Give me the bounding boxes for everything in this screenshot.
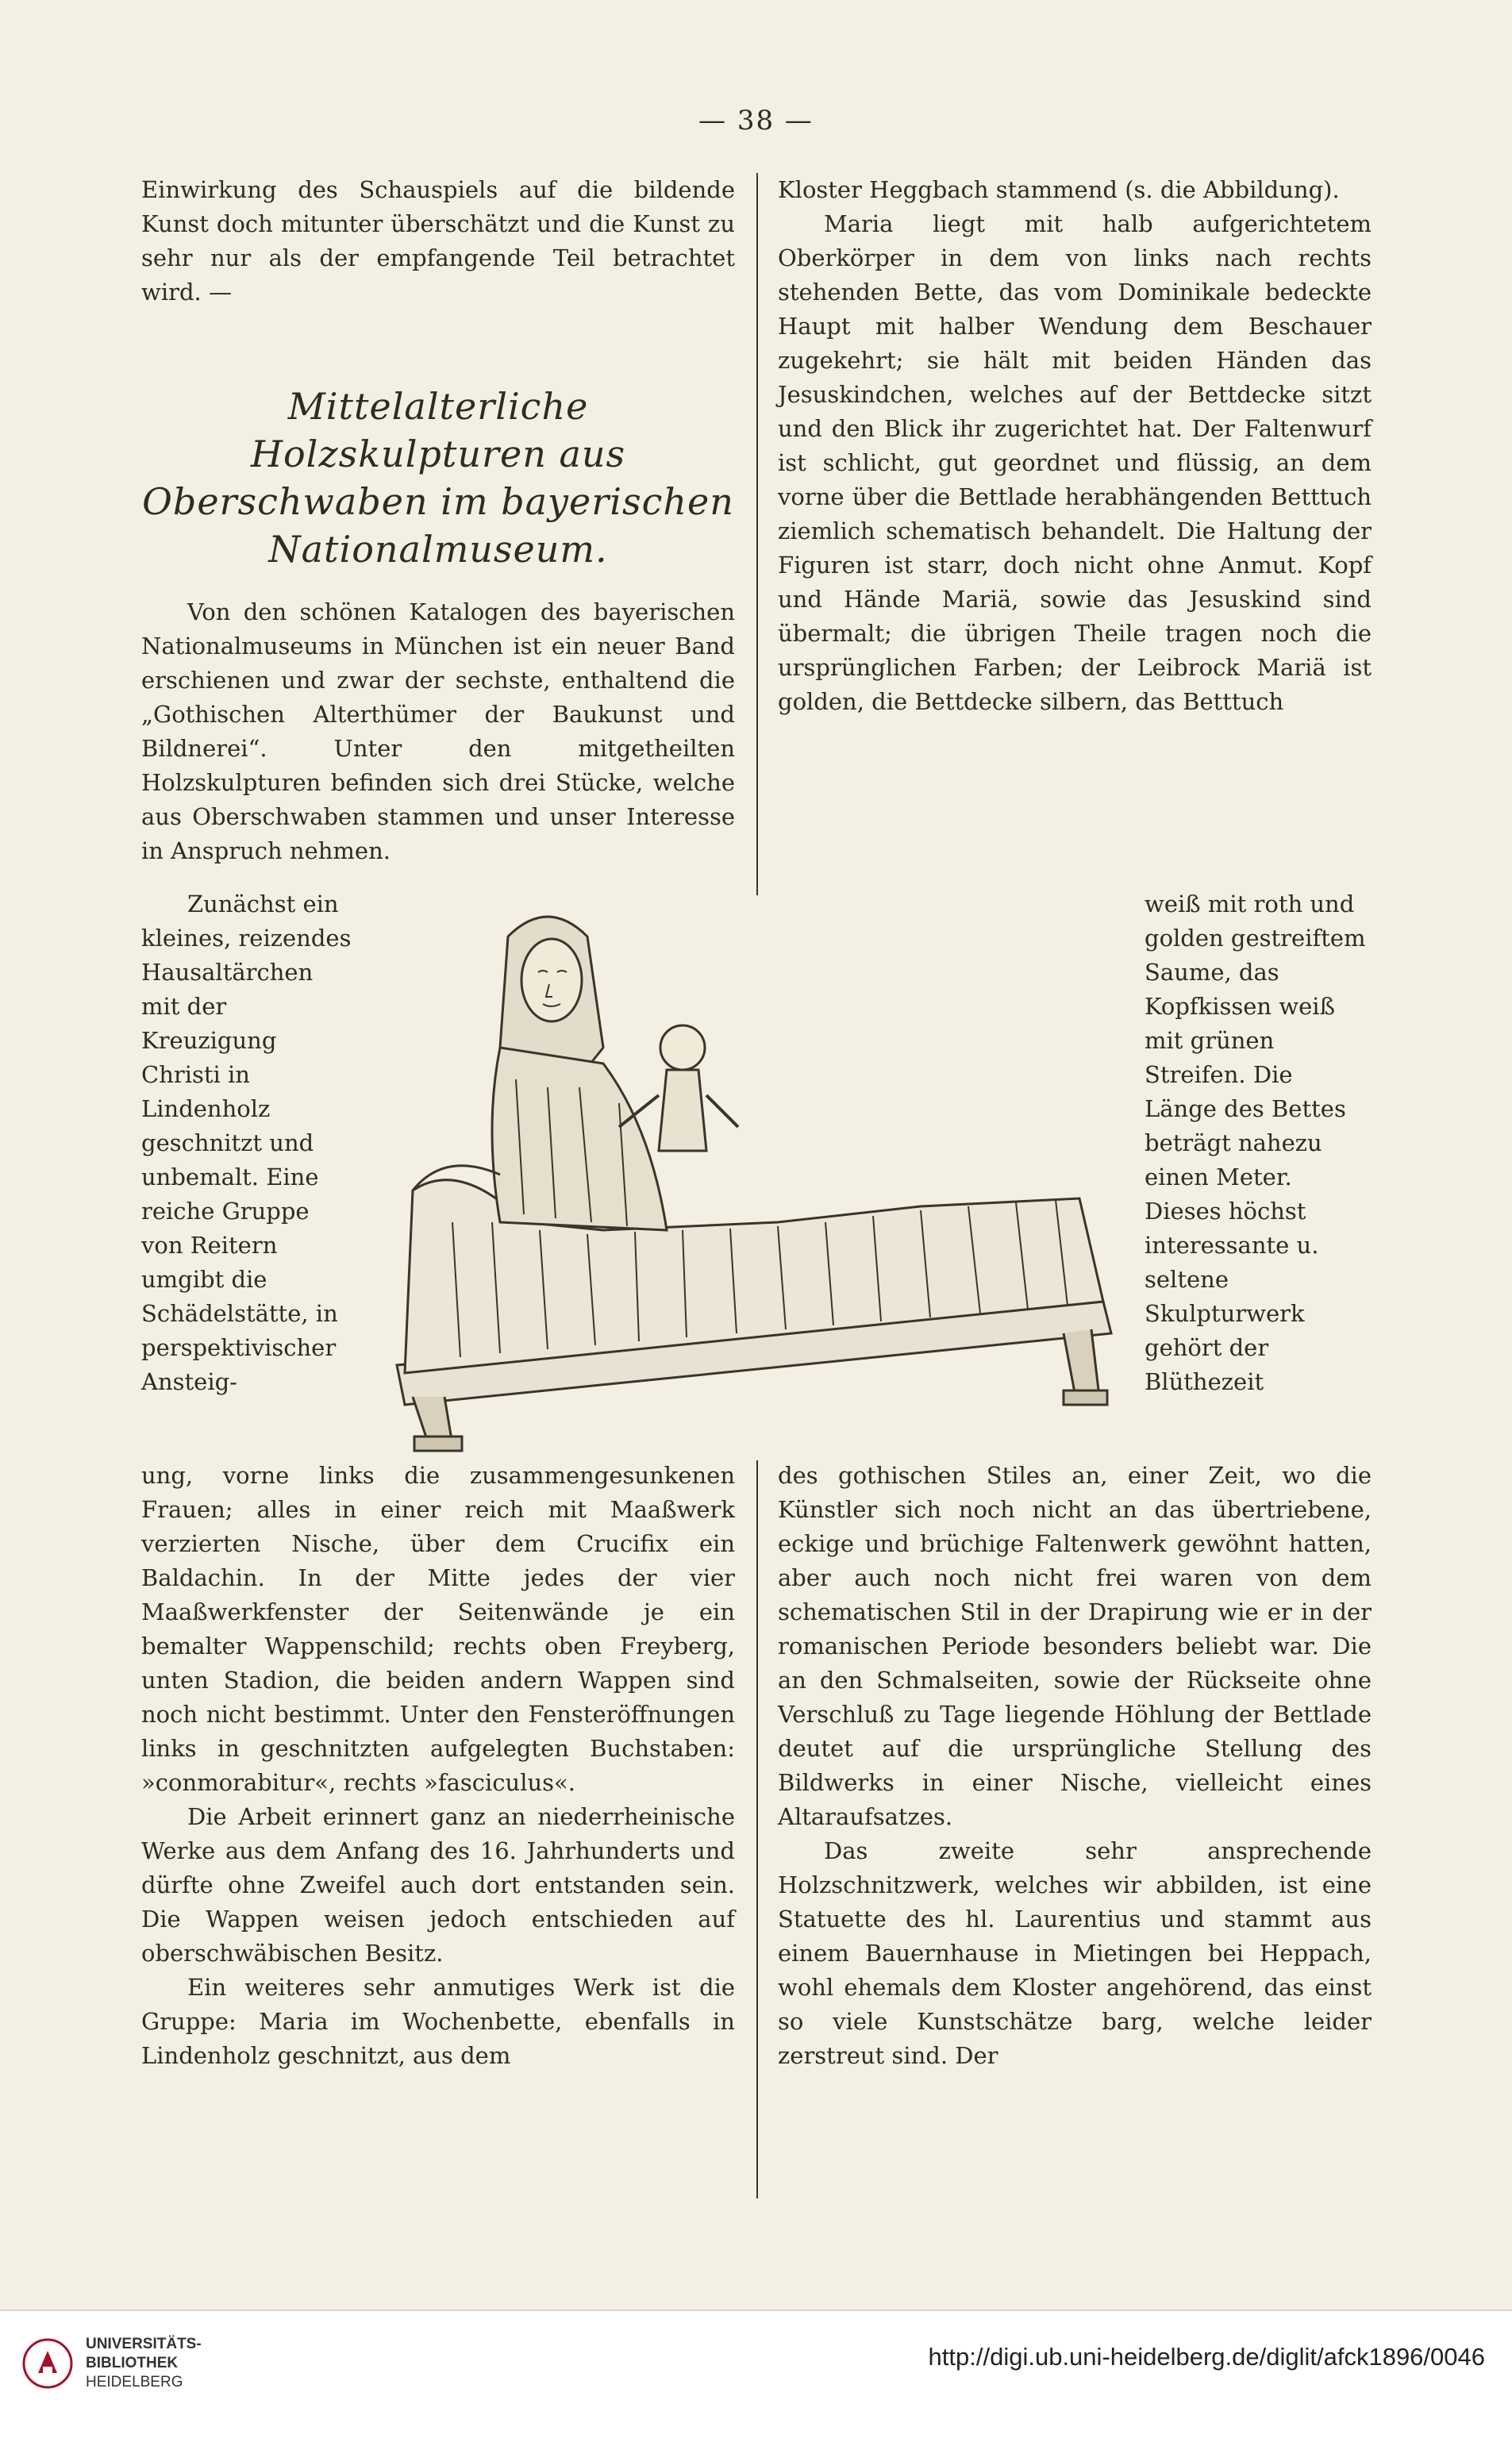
paragraph: Kloster Heggbach stammend (s. die Abbildung). [778,176,1340,203]
institution-line: UNIVERSITÄTS- [86,2336,202,2352]
paragraph: weiß mit roth und golden gestreiftem Saume, das Kopfkissen weiß mit grünen Streifen. Die Länge des Bettes beträgt nahezu einen Meter. Dieses höchst interessante u. seltene Skulpturwerk gehört der Blüthezeit [1145,890,1366,1395]
source-url-link[interactable]: http://digi.ub.uni-heidelberg.de/diglit/afck1896/0046 [928,2343,1485,2371]
institution-name [86,2335,202,2392]
paragraph: Maria liegt mit halb aufgerichtetem Oberkörper in dem von links nach rechts stehenden Bette, das vom Dominikale bedeckte Haupt mit halber Wendung dem Beschauer zugekehrt; sie hält mit beiden Händen das Jesuskindchen, welches auf der Bettdecke sitzt und den Blick ihr zugerichtet hat. Der Faltenwurf ist schlicht, gut geordnet und flüssig, an dem vorne über die Bettlade herabhängenden Betttuch ziemlich schematisch behandelt. Die Haltung der Figuren ist starr, doch nicht ohne Anmut. Kopf und Hände Mariä, sowie das Jesuskind sind übermalt; die übrigen Theile tragen noch die ursprünglichen Farben; der Leibrock Mariä ist golden, die Bettdecke silbern, das Betttuch [778,210,1372,715]
maria-wochenbett-illustration [365,889,1133,1459]
paragraph: Das zweite sehr ansprechende Holzschnitzwerk, welches wir abbilden, ist eine Statuette des hl. Laurentius und stammt aus einem Bauernhause in Mietingen bei Heppach, wohl ehemals dem Kloster angehörend, das einst so viele Kunstschätze barg, welche leider zerstreut sind. Der [778,1837,1372,2069]
paragraph: des gothischen Stiles an, einer Zeit, wo die Künstler sich noch nicht an das übertriebene, eckige und brüchige Faltenwerk gewöhnt hatten, aber auch noch nicht frei waren von dem schematischen Stil in der Drapirung wie er in der romanischen Periode besonders beliebt war. Die an den Schmalseiten, sowie der Rückseite ohne Verschluß zu Tage liegende Höhlung der Bettlade deutet auf die ursprüngliche Stellung des Bildwerks in einer Nische, vielleicht eines Altaraufsatzes. [778,1462,1372,1830]
wrap-text-left [141,887,356,1399]
university-seal-icon [22,2338,73,2389]
article-heading: Mittelalterliche Holzskulpturen aus Oberschwaben im bayerischen Nationalmuseum. [142,385,734,571]
page-number: — 38 — [698,105,814,137]
paragraph: ung, vorne links die zusammengesunkenen Frauen; alles in einer reich mit Maaßwerk verzierten Nische, über dem Crucifix ein Baldachin. In der Mitte jedes der vier Maaßwerkfenster der Seitenwände je ein bemalter Wappenschild; rechts oben Freyberg, unten Stadion, die beiden andern Wappen sind noch nicht bestimmt. Unter den Fensteröffnungen links in geschnitzten aufgelegten Buchstaben: »conmorabitur«, rechts »fasciculus«. [141,1462,735,1796]
institution-line: BIBLIOTHEK [86,2355,179,2371]
right-column-lower [778,1459,1372,2073]
paragraph: Einwirkung des Schauspiels auf die bildende Kunst doch mitunter überschätzt und die Kunst zu sehr nur als der empfangende Teil betrachtet wird. — [141,176,735,306]
right-column [778,173,1372,719]
paragraph: Die Arbeit erinnert ganz an niederrheinische Werke aus dem Anfang des 16. Jahrhunderts und dürfte ohne Zweifel auch dort entstanden sein. Die Wappen weisen jedoch entschieden auf oberschwäbischen Besitz. [141,1803,735,1967]
paragraph: Ein weiteres sehr anmutiges Werk ist die Gruppe: Maria im Wochenbette, ebenfalls in Lindenholz geschnitzt, aus dem [141,1974,735,2069]
paragraph: Von den schönen Katalogen des bayerischen Nationalmuseums in München ist ein neuer Band erschienen und zwar der sechste, enthaltend die „Gothischen Alterthümer der Baukunst und Bildnerei“. Unter den mitgetheilten Holzskulpturen befinden sich drei Stücke, welche aus Oberschwaben stammen und unser Interesse in Anspruch nehmen. [141,598,735,864]
paragraph: Zunächst ein kleines, reizendes Hausaltärchen mit der Kreuzigung Christi in Lindenholz geschnitzt und unbemalt. Eine reiche Gruppe von Reitern umgibt die Schädelstätte, in perspektivischer Ansteig- [141,890,352,1395]
column-divider [756,173,758,895]
wrap-text-right [1145,887,1372,1399]
footer-bar [0,2310,1512,2450]
left-column-lower [141,1459,735,2073]
column-divider [756,1460,758,2198]
left-column [141,173,735,868]
institution-line: HEIDELBERG [86,2374,183,2390]
